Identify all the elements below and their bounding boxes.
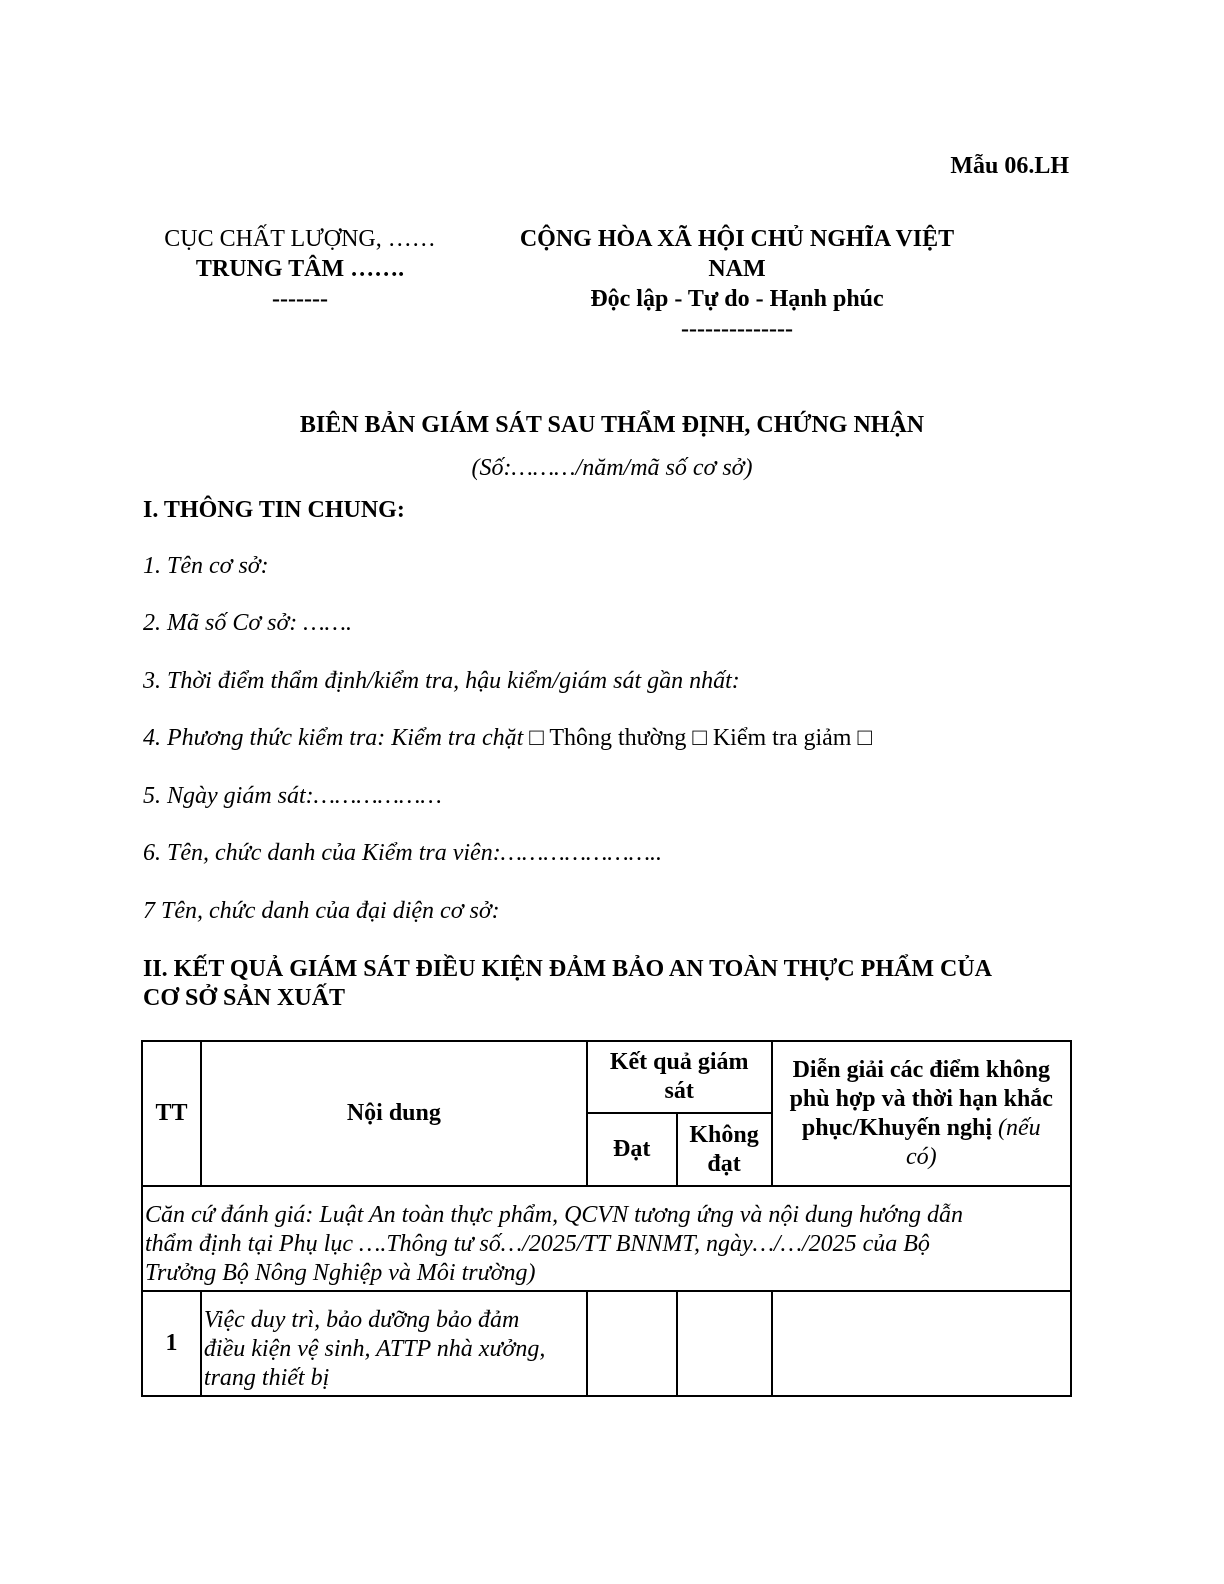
basis-cell [142, 1186, 1071, 1291]
header-note [772, 1041, 1071, 1186]
inspection-method-options: □ Thông thường □ Kiểm tra giảm □ [523, 725, 872, 751]
last-inspection-field: 3. Thời điểm thẩm định/kiểm tra, hậu kiểm/giám sát gần nhất: [143, 668, 740, 694]
facility-name-field: 1. Tên cơ sở: [143, 553, 269, 579]
motto: Độc lập - Tự do - Hạnh phúc [590, 286, 884, 312]
basis-line1: Căn cứ đánh giá: Luật An toàn thực phẩm, QCVN tương ứng và nội dung hướng dẫn [145, 1202, 963, 1228]
table-header-row [142, 1041, 1071, 1113]
row-note-cell[interactable] [772, 1291, 1071, 1396]
country-name-line1: CỘNG HÒA XÃ HỘI CHỦ NGHĨA VIỆT [519, 226, 955, 252]
header-fail-line1: Không [689, 1121, 759, 1148]
basis-line2: thẩm định tại Phụ lục ….Thông tư số…/2025/TT BNNMT, ngày…/…/2025 của Bộ [145, 1231, 930, 1257]
section-2-heading [143, 955, 1083, 1013]
header-note-italic-2: có) [905, 1143, 937, 1170]
header-pass: Đạt [587, 1113, 677, 1186]
agency-divider: ------- [272, 286, 328, 312]
motto-divider: -------------- [681, 316, 793, 342]
issuing-agency-block [120, 224, 480, 314]
form-code: Mẫu 06.LH [950, 153, 1069, 179]
center-name: TRUNG TÂM ……. [195, 256, 405, 282]
agency-name: CỤC CHẤT LƯỢNG, …… [164, 226, 436, 252]
header-note-line2: phù hợp và thời hạn khắc [789, 1085, 1053, 1112]
basis-row [142, 1186, 1071, 1291]
country-name-line2: NAM [708, 256, 766, 282]
header-tt: TT [142, 1041, 201, 1186]
header-note-italic-1: (nếu [997, 1114, 1041, 1141]
inspector-field: 6. Tên, chức danh của Kiểm tra viên:………………….. [143, 840, 663, 866]
supervision-result-table [141, 1040, 1072, 1397]
header-note-line3-bold: phục/Khuyến nghị [801, 1114, 992, 1141]
table-row [142, 1291, 1071, 1396]
document-title: BIÊN BẢN GIÁM SÁT SAU THẨM ĐỊNH, CHỨNG NHẬN [299, 412, 925, 438]
row-fail-cell[interactable] [677, 1291, 772, 1396]
header-content: Nội dung [201, 1041, 587, 1186]
row-content [201, 1291, 587, 1396]
row-content-line2: điều kiện vệ sinh, ATTP nhà xưởng, [203, 1336, 546, 1362]
basis-line3: Trưởng Bộ Nông Nghiệp và Môi trường) [145, 1260, 536, 1286]
header-result [587, 1041, 772, 1113]
header-result-line1: Kết quả giám [609, 1049, 749, 1075]
facility-code-field: 2. Mã số Cơ sở: ……. [143, 610, 352, 636]
header-fail [677, 1113, 772, 1186]
inspection-method-field [143, 725, 872, 752]
row-tt: 1 [142, 1291, 201, 1396]
section-1-heading: I. THÔNG TIN CHUNG: [143, 497, 405, 523]
header-result-line2: sát [664, 1078, 694, 1104]
inspection-method-label: 4. Phương thức kiểm tra: Kiểm tra chặt [143, 725, 524, 751]
supervision-date-field: 5. Ngày giám sát:……………… [143, 783, 442, 809]
document-number: (Số:………/năm/mã số cơ sở) [471, 455, 753, 481]
header-note-line3 [775, 1114, 1068, 1143]
row-content-line1: Việc duy trì, bảo dưỡng bảo đảm [203, 1307, 520, 1333]
facility-representative-field: 7 Tên, chức danh của đại diện cơ sở: [143, 898, 500, 924]
national-motto-block [478, 224, 996, 344]
section-2-heading-line1: II. KẾT QUẢ GIÁM SÁT ĐIỀU KIỆN ĐẢM BẢO AN TOÀN THỰC PHẨM CỦA [143, 956, 992, 982]
row-pass-cell[interactable] [587, 1291, 677, 1396]
section-2-heading-line2: CƠ SỞ SẢN XUẤT [143, 985, 346, 1011]
header-note-line1: Diễn giải các điểm không [792, 1056, 1050, 1083]
row-content-line3: trang thiết bị [203, 1365, 330, 1391]
header-fail-line2: đạt [707, 1150, 741, 1177]
